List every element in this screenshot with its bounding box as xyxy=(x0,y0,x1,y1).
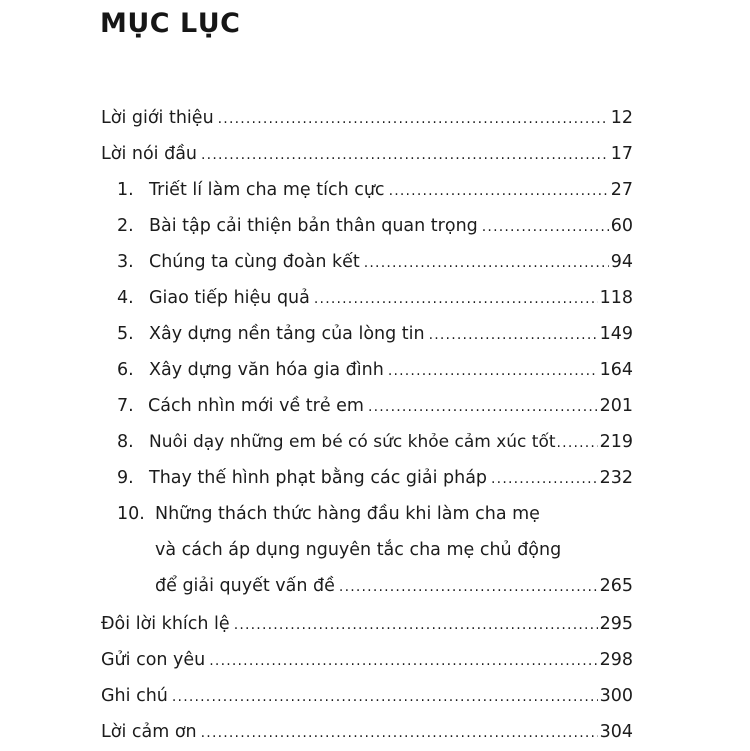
entry-page-number: 300 xyxy=(599,686,633,706)
entry-label-line-2: và cách áp dụng nguyên tắc cha mẹ chủ động xyxy=(155,540,562,560)
entry-page-number: 94 xyxy=(610,252,633,272)
entry-page-number: 298 xyxy=(599,650,633,670)
dot-leader xyxy=(234,607,598,643)
entry-page-number: 164 xyxy=(599,360,633,380)
dot-leader xyxy=(209,643,597,679)
dot-leader xyxy=(201,715,598,751)
toc-entry-acknowledgements[interactable] xyxy=(101,714,633,750)
dot-leader xyxy=(482,209,609,245)
toc-entry-chapter-3[interactable] xyxy=(117,244,633,280)
toc-entry-introduction[interactable] xyxy=(101,100,633,136)
dot-leader xyxy=(314,281,598,317)
page-title: MỤC LỤC xyxy=(100,8,241,39)
chapter-number: 9. xyxy=(117,468,134,488)
toc-entry-chapter-9[interactable] xyxy=(117,460,633,496)
entry-label-line-1: Những thách thức hàng đầu khi làm cha mẹ xyxy=(155,504,540,524)
entry-label: Triết lí làm cha mẹ tích cực xyxy=(149,180,385,200)
dot-leader xyxy=(368,389,598,425)
dot-leader xyxy=(339,569,598,605)
entry-page-number: 60 xyxy=(610,216,633,236)
toc-entry-to-my-child[interactable] xyxy=(101,642,633,678)
entry-label: Lời nói đầu xyxy=(101,144,198,164)
chapter-number: 6. xyxy=(117,360,134,380)
entry-label: Lời cảm ơn xyxy=(101,722,197,742)
entry-label: Gửi con yêu xyxy=(101,650,206,670)
chapter-number: 5. xyxy=(117,324,134,344)
entry-page-number: 201 xyxy=(599,396,633,416)
entry-label: Giao tiếp hiệu quả xyxy=(149,288,310,308)
dot-leader xyxy=(201,137,609,173)
toc-entry-chapter-7[interactable] xyxy=(117,388,633,424)
chapter-number: 10. xyxy=(117,504,145,524)
entry-page-number: 232 xyxy=(599,468,633,488)
entry-label: Thay thế hình phạt bằng các giải pháp xyxy=(149,468,488,488)
entry-label: Bài tập cải thiện bản thân quan trọng xyxy=(149,216,478,236)
dot-leader xyxy=(491,461,598,497)
dot-leader xyxy=(388,353,598,389)
toc-entry-chapter-6[interactable] xyxy=(117,352,633,388)
entry-page-number: 219 xyxy=(599,432,633,452)
entry-label: Ghi chú xyxy=(101,686,168,706)
dot-leader xyxy=(172,679,598,715)
toc-entry-notes[interactable] xyxy=(101,678,633,714)
chapter-number: 7. xyxy=(117,396,134,416)
entry-page-number: 12 xyxy=(610,108,633,128)
toc-entry-chapter-5[interactable] xyxy=(117,316,633,352)
entry-page-number: 304 xyxy=(599,722,633,742)
chapter-number: 3. xyxy=(117,252,134,272)
chapter-10-line-1 xyxy=(117,496,633,532)
entry-label: Cách nhìn mới về trẻ em xyxy=(148,396,364,416)
entry-label: Chúng ta cùng đoàn kết xyxy=(149,252,360,272)
entry-label: Nuôi dạy những em bé có sức khỏe cảm xúc tốt xyxy=(149,432,556,452)
entry-label: Đôi lời khích lệ xyxy=(101,614,230,634)
chapter-number: 2. xyxy=(117,216,134,236)
toc-entry-chapter-4[interactable] xyxy=(117,280,633,316)
toc-entry-encouragement[interactable] xyxy=(101,606,633,642)
entry-label: Xây dựng nền tảng của lòng tin xyxy=(149,324,425,344)
entry-page-number: 118 xyxy=(599,288,633,308)
chapter-number: 8. xyxy=(117,432,134,452)
entry-page-number: 295 xyxy=(599,614,633,634)
dot-leader xyxy=(557,425,598,461)
entry-page-number: 149 xyxy=(599,324,633,344)
entry-page-number: 265 xyxy=(599,576,633,596)
toc-entry-chapter-2[interactable] xyxy=(117,208,633,244)
chapter-number: 1. xyxy=(117,180,134,200)
entry-page-number: 27 xyxy=(610,180,633,200)
dot-leader xyxy=(389,173,609,209)
toc-entry-preface[interactable] xyxy=(101,136,633,172)
chapter-number: 4. xyxy=(117,288,134,308)
dot-leader xyxy=(218,101,609,137)
entry-label: Xây dựng văn hóa gia đình xyxy=(149,360,384,380)
toc-entry-chapter-1[interactable] xyxy=(117,172,633,208)
chapter-10-line-3 xyxy=(155,568,633,604)
entry-label-line-3: để giải quyết vấn đề xyxy=(155,576,335,596)
dot-leader xyxy=(429,317,598,353)
toc-entry-chapter-8[interactable] xyxy=(117,424,633,460)
entry-page-number: 17 xyxy=(610,144,633,164)
dot-leader xyxy=(364,245,609,281)
entry-label: Lời giới thiệu xyxy=(101,108,214,128)
